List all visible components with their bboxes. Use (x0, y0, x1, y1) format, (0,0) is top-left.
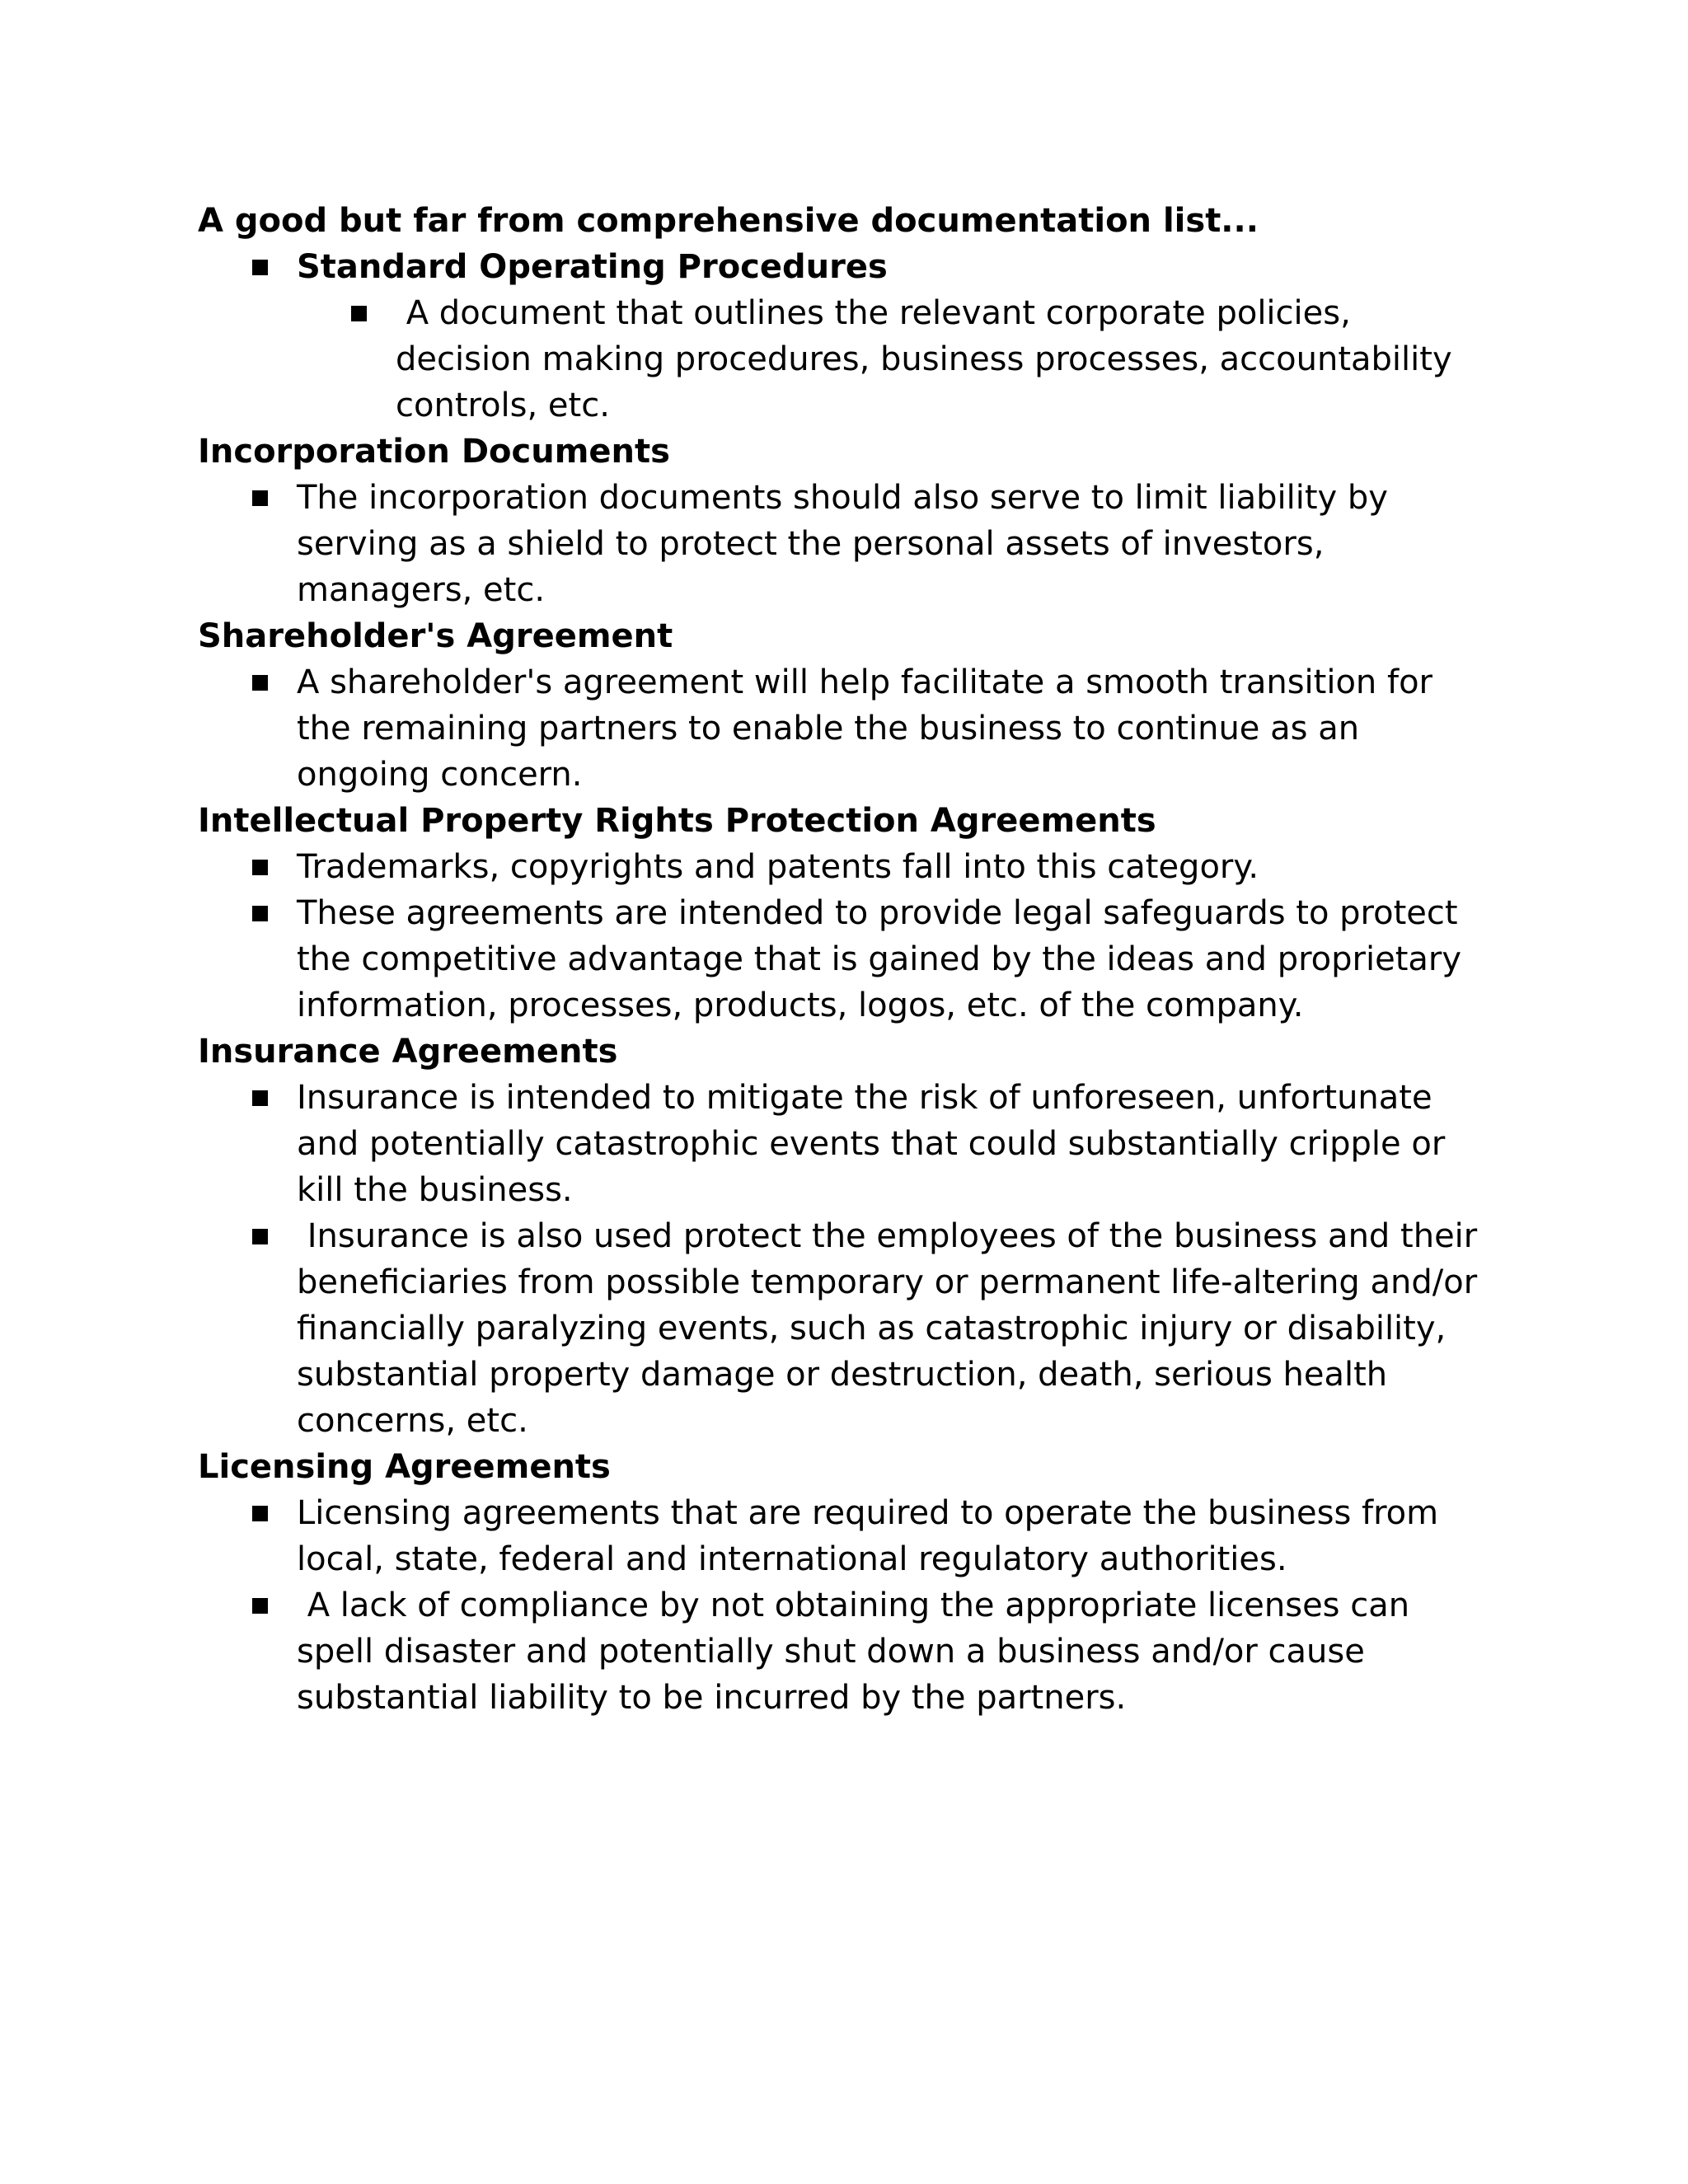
section-heading-shareholder: Shareholder's Agreement (198, 617, 673, 655)
square-bullet-icon (252, 675, 268, 691)
square-bullet-icon (252, 860, 268, 875)
section-list-shareholder (198, 659, 1484, 798)
list-item-text: A shareholder's agreement will help facilitate a smooth transition for the remaining partners to enable the business to continue as an ongoing concern. (297, 663, 1432, 794)
list-item-text: Insurance is intended to mitigate the risk of unforeseen, unfortunate and potentially catastrophic events that could substantially cripple or kill the business. (297, 1079, 1446, 1209)
list-item (198, 1582, 1484, 1721)
sop-title: Standard Operating Procedures (297, 248, 888, 286)
section-list-insurance (198, 1075, 1488, 1444)
list-item-text: A document that outlines the relevant corporate policies, decision making procedures, business processes, accountability controls, etc. (396, 294, 1463, 424)
square-bullet-icon (351, 306, 367, 321)
section-list-ip-rights (198, 844, 1484, 1029)
list-item-sop (198, 244, 1484, 429)
square-bullet-icon (252, 260, 268, 275)
sop-sublist (198, 290, 1484, 429)
list-item-text: A lack of compliance by not obtaining the appropriate licenses can spell disaster and potentially shut down a business and/or cause substantial liability to be incurred by the partners. (297, 1586, 1420, 1717)
square-bullet-icon (252, 1506, 268, 1521)
document-body (198, 198, 1488, 1721)
square-bullet-icon (252, 490, 268, 506)
intro-heading: A good but far from comprehensive documentation list... (198, 202, 1259, 240)
list-item-text: Licensing agreements that are required to operate the business from local, state, federal and international regulatory authorities. (297, 1494, 1439, 1578)
list-item (198, 475, 1484, 613)
section-list-incorporation (198, 475, 1484, 613)
square-bullet-icon (252, 1090, 268, 1106)
intro-list (198, 244, 1484, 429)
section-heading-ip-rights: Intellectual Property Rights Protection Agreements (198, 802, 1156, 840)
square-bullet-icon (252, 906, 268, 921)
list-item-text: Trademarks, copyrights and patents fall into this category. (297, 848, 1259, 886)
list-item (198, 290, 1484, 429)
list-item (198, 1490, 1484, 1582)
list-item (198, 1075, 1484, 1213)
section-heading-licensing: Licensing Agreements (198, 1448, 611, 1486)
list-item (198, 659, 1484, 798)
section-list-licensing (198, 1490, 1484, 1721)
list-item (198, 890, 1484, 1029)
list-item-text: The incorporation documents should also serve to limit liability by serving as a shield to protect the personal assets of investors, managers, etc. (297, 479, 1388, 609)
section-heading-incorporation: Incorporation Documents (198, 433, 670, 471)
list-item (198, 1213, 1488, 1444)
square-bullet-icon (252, 1229, 268, 1244)
section-heading-insurance: Insurance Agreements (198, 1033, 618, 1071)
square-bullet-icon (252, 1598, 268, 1614)
list-item (198, 844, 1484, 890)
list-item-text: These agreements are intended to provide legal safeguards to protect the competitive advantage that is gained by the ideas and proprietary information, processes, products, logos, etc. of the company. (297, 894, 1462, 1024)
list-item-text: Insurance is also used protect the employees of the business and their beneficiaries from possible temporary or permanent life-altering and/or financially paralyzing events, such as catastrophic injury or disability, substantial property damage or destruction, death, serious health concerns, etc. (297, 1217, 1488, 1440)
